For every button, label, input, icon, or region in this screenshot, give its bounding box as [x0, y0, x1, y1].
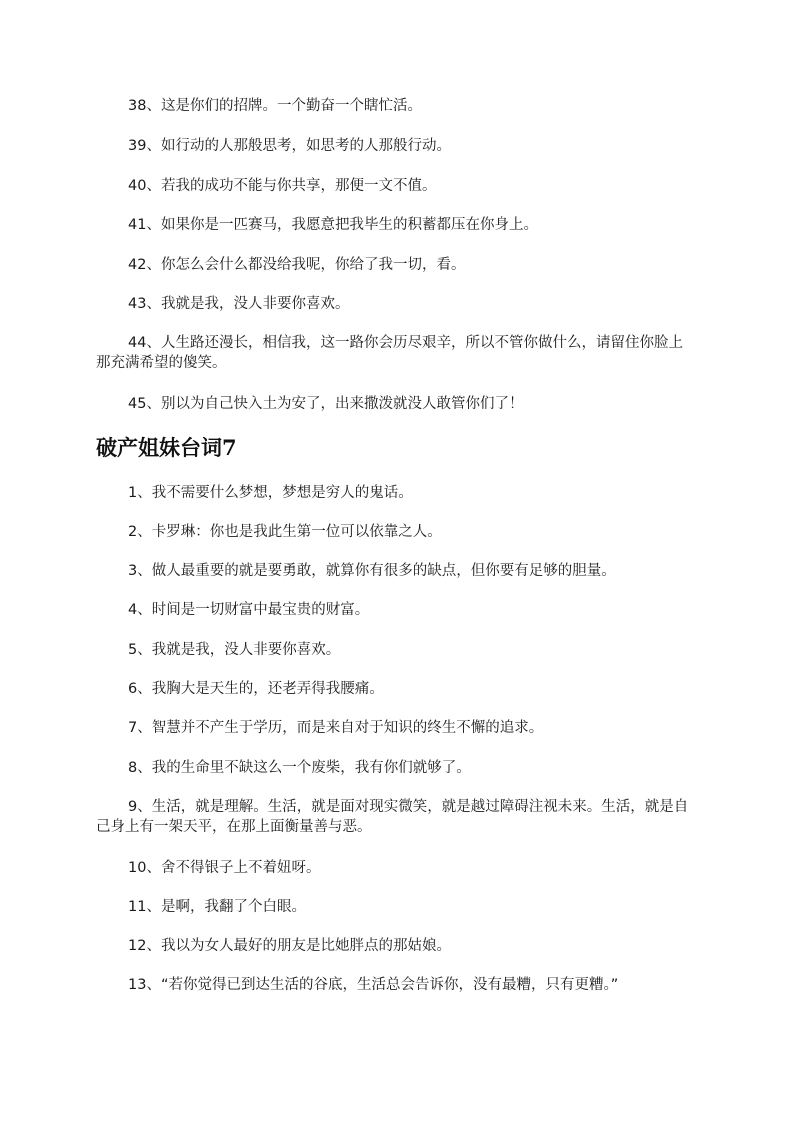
paragraph-11: 11、是啊，我翻了个白眼。	[128, 899, 306, 915]
paragraph-39: 39、如行动的人那般思考，如思考的人那般行动。	[128, 138, 451, 154]
paragraph-43: 43、我就是我，没人非要你喜欢。	[128, 296, 350, 312]
paragraph-3: 3、做人最重要的就是要勇敢，就算你有很多的缺点，但你要有足够的胆量。	[128, 563, 616, 579]
paragraph-13: 13、“若你觉得已到达生活的谷底，生活总会告诉你，没有最糟，只有更糟。”	[128, 977, 619, 993]
paragraph-8: 8、我的生命里不缺这么一个废柴，我有你们就够了。	[128, 760, 471, 776]
paragraph-38: 38、这是你们的招牌。一个勤奋一个瞎忙活。	[128, 98, 422, 114]
paragraph-42: 42、你怎么会什么都没给我呢，你给了我一切，看。	[128, 257, 466, 273]
paragraph-9: 9、生活，就是理解。生活，就是面对现实微笑，就是越过障碍注视未来。生活，就是自己身上有一架天平，在那上面衡量善与恶。	[96, 799, 689, 835]
paragraph-12: 12、我以为女人最好的朋友是比她胖点的那姑娘。	[128, 938, 451, 954]
paragraph-40: 40、若我的成功不能与你共享，那便一文不值。	[128, 178, 437, 194]
paragraph-2: 2、卡罗琳：你也是我此生第一位可以依靠之人。	[128, 524, 442, 540]
paragraph-41: 41、如果你是一匹赛马，我愿意把我毕生的积蓄都压在你身上。	[128, 217, 538, 233]
paragraph-7: 7、智慧并不产生于学历，而是来自对于知识的终生不懈的追求。	[128, 720, 544, 736]
paragraph-45: 45、别以为自己快入土为安了，出来撒泼就没人敢管你们了！	[128, 396, 524, 412]
paragraph-6: 6、我胸大是天生的，还老弄得我腰痛。	[128, 681, 384, 697]
paragraph-5: 5、我就是我，没人非要你喜欢。	[128, 642, 341, 658]
paragraph-44: 44、人生路还漫长，相信我，这一路你会历尽艰辛，所以不管你做什么，请留住你脸上那充满希望的傻笑。	[96, 335, 683, 371]
paragraph-4: 4、时间是一切财富中最宝贵的财富。	[128, 602, 370, 618]
paragraph-10: 10、舍不得银子上不着妞呀。	[128, 860, 321, 876]
section-heading: 破产姐妹台词7	[96, 435, 237, 460]
paragraph-1: 1、我不需要什么梦想，梦想是穷人的鬼话。	[128, 485, 413, 501]
